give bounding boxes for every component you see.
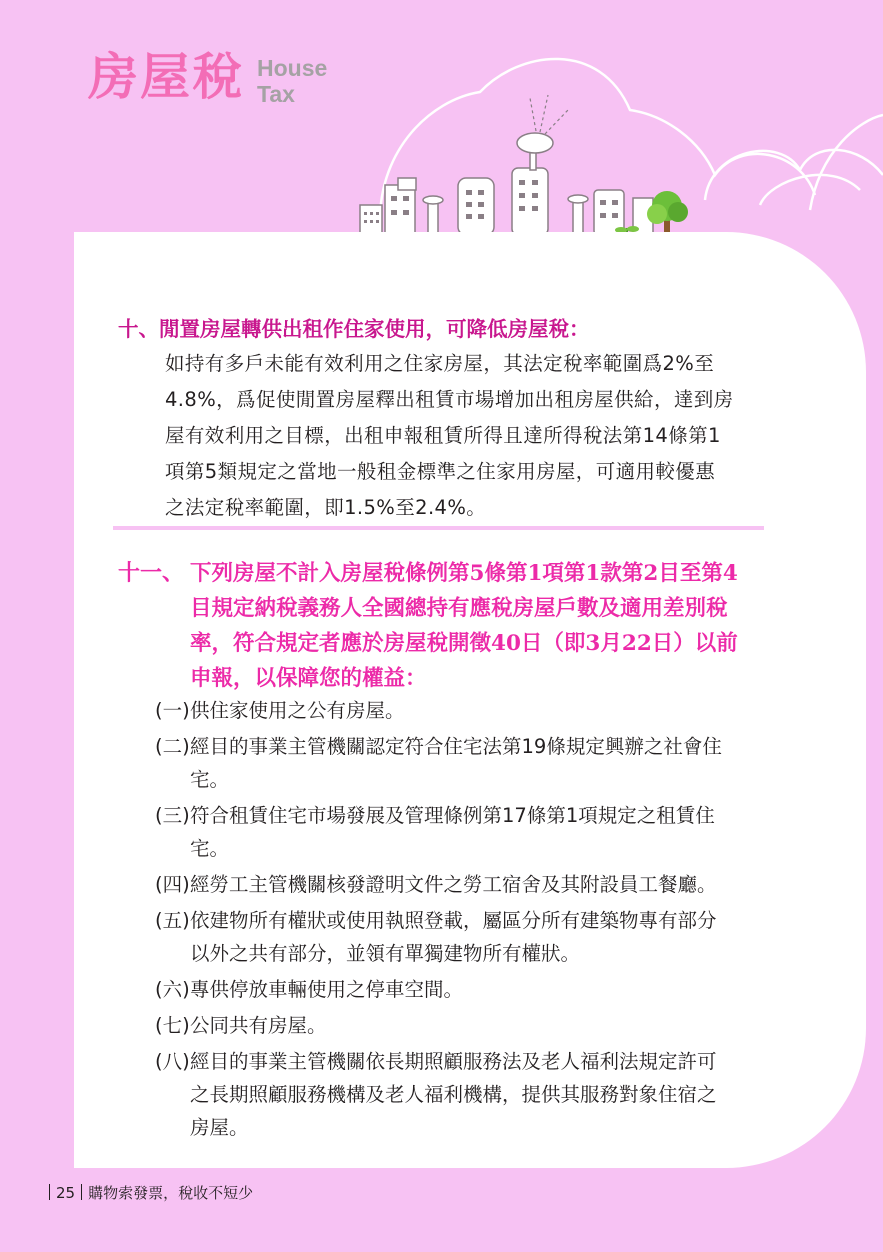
footer-slogan: 購物索發票，稅收不短少 [88, 1184, 254, 1202]
list-item [155, 1009, 775, 1042]
title-english-line2: Tax [257, 81, 295, 107]
list-item-line: 經目的事業主管機關依長期照顧服務法及老人福利法規定許可 [190, 1050, 717, 1073]
section-11-heading [190, 556, 780, 696]
list-item [155, 973, 775, 1006]
section-11-list [155, 694, 775, 1144]
list-item-text [190, 730, 775, 796]
list-item-label: (五) [155, 909, 190, 932]
list-item-line: 專供停放車輛使用之停車空間。 [190, 978, 464, 1001]
list-item-text [190, 799, 775, 865]
list-item-line: 宅。 [190, 768, 230, 791]
list-item-label: (一) [155, 699, 190, 722]
footer-divider [49, 1184, 50, 1200]
list-item [155, 799, 775, 865]
section-10-heading: 十、閒置房屋轉供出租作住家使用，可降低房屋稅： [118, 317, 590, 341]
section-10-line: 之法定稅率範圍，即1.5%至2.4%。 [165, 496, 487, 519]
section-11-heading-line: 率，符合規定者應於房屋稅開徵40日（即3月22日）以前 [190, 631, 738, 656]
section-10-line: 如持有多戶未能有效利用之住家房屋，其法定稅率範圍爲2%至 [165, 352, 715, 375]
list-item-label: (六) [155, 978, 190, 1001]
list-item [155, 904, 775, 970]
list-item-text [190, 868, 775, 901]
list-item [155, 1045, 775, 1144]
list-item-label: (三) [155, 804, 190, 827]
page-footer [49, 1183, 253, 1203]
list-item-line: 之長期照顧服務機構及老人福利機構，提供其服務對象住宿之 [190, 1083, 717, 1106]
footer-divider [81, 1184, 82, 1200]
section-10-line: 屋有效利用之目標，出租申報租賃所得且達所得稅法第14條第1 [165, 424, 721, 447]
list-item-line: 供住家使用之公有房屋。 [190, 699, 405, 722]
page-title: 房屋稅 [88, 48, 244, 106]
list-item [155, 694, 775, 727]
title-english-line1: House [257, 55, 328, 81]
list-item-line: 公同共有房屋。 [190, 1014, 327, 1037]
list-item-text [190, 1045, 775, 1144]
list-item-line: 經勞工主管機關核發證明文件之勞工宿舍及其附設員工餐廳。 [190, 873, 717, 896]
list-item-line: 以外之共有部分，並領有單獨建物所有權狀。 [190, 942, 581, 965]
list-item [155, 730, 775, 796]
section-10-body [165, 346, 775, 526]
list-item-line: 經目的事業主管機關認定符合住宅法第19條規定興辦之社會住 [190, 735, 722, 758]
list-item-text [190, 1009, 775, 1042]
list-item-label: (八) [155, 1050, 190, 1073]
list-item-line: 宅。 [190, 837, 230, 860]
list-item [155, 868, 775, 901]
page-title-english [257, 55, 327, 107]
list-item-label: (四) [155, 873, 190, 896]
section-11-heading-line: 下列房屋不計入房屋稅條例第5條第1項第1款第2目至第4 [190, 561, 738, 586]
section-11-heading-line: 目規定納稅義務人全國總持有應稅房屋戶數及適用差別稅 [190, 596, 728, 621]
list-item-label: (七) [155, 1014, 190, 1037]
city-skyline-illustration [0, 0, 883, 260]
list-item-label: (二) [155, 735, 190, 758]
section-10-line: 項第5類規定之當地一般租金標準之住家用房屋，可適用較優惠 [165, 460, 716, 483]
list-item-line: 依建物所有權狀或使用執照登載，屬區分所有建築物專有部分 [190, 909, 717, 932]
section-divider [113, 526, 764, 530]
page-number: 25 [56, 1184, 76, 1202]
section-11-number: 十一、 [118, 561, 185, 586]
list-item-line: 符合租賃住宅市場發展及管理條例第17條第1項規定之租賃住 [190, 804, 715, 827]
section-11-heading-line: 申報，以保障您的權益： [190, 666, 427, 691]
list-item-text [190, 904, 775, 970]
section-10-line: 4.8%，爲促使閒置房屋釋出租賃市場增加出租房屋供給，達到房 [165, 388, 734, 411]
list-item-text [190, 694, 775, 727]
list-item-text [190, 973, 775, 1006]
list-item-line: 房屋。 [190, 1116, 249, 1139]
